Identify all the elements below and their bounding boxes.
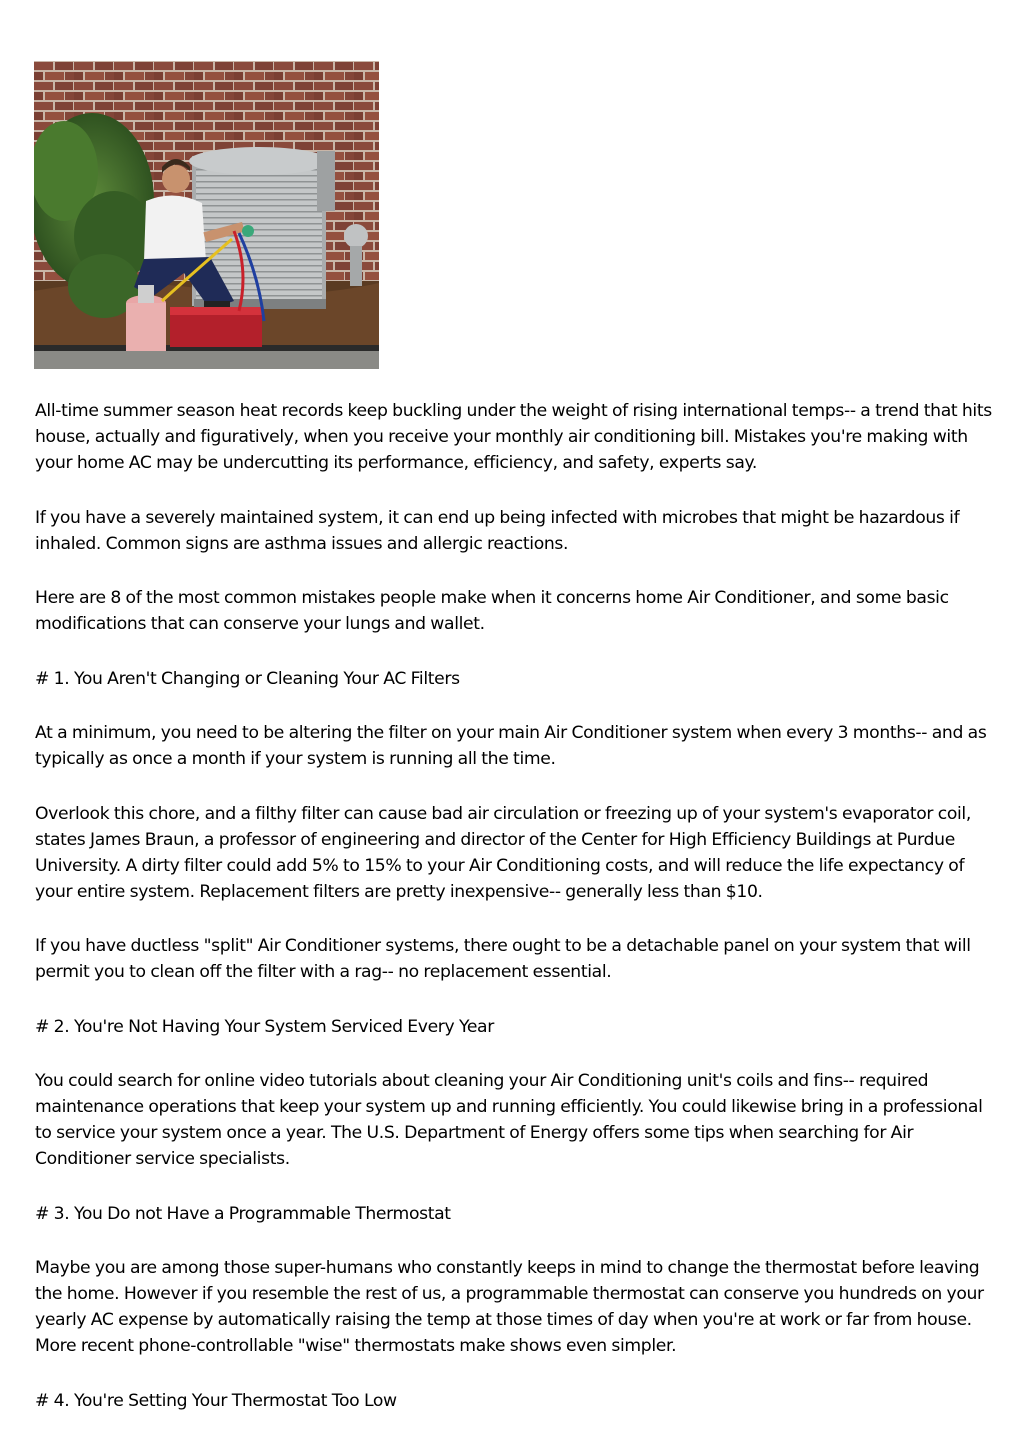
filter-paragraph-1: At a minimum, you need to be altering the filter on your main Air Conditioner system when every 3 months-- and as typically as once a month if your system is running all the time. (35, 723, 987, 769)
article-body (35, 398, 995, 1442)
service-paragraph: You could search for online video tutorials about cleaning your Air Conditioning unit's coils and fins-- required maintenance operations that keep your system up and running efficiently. You could likewise bring in a professional to service your system once a year. The U.S. Department of Energy offers some tips when searching for Air Conditioner service specialists. (35, 1071, 983, 1169)
thermostat-paragraph: Maybe you are among those super-humans who constantly keeps in mind to change the thermostat before leaving the home. However if you resemble the rest of us, a programmable thermostat can conserve you hundreds on your yearly AC expense by automatically raising the temp at those times of day when you're at work or far from house. More recent phone-controllable "wise" thermostats make shows even simpler. (35, 1258, 984, 1356)
section-heading-1: # 1. You Aren't Changing or Cleaning Your AC Filters (35, 668, 460, 689)
health-paragraph: If you have a severely maintained system, it can end up being infected with microbes that might be hazardous if inhaled. Common signs are asthma issues and allergic reactions. (35, 507, 960, 554)
section-heading-4: # 4. You're Setting Your Thermostat Too Low (35, 1390, 397, 1411)
section-heading-3: # 3. You Do not Have a Programmable Thermostat (35, 1203, 451, 1224)
intro-paragraph: All-time summer season heat records keep buckling under the weight of rising international temps-- a trend that hits house, actually and figuratively, when you receive your monthly air conditioning bill. Mistakes you're making with your home AC may be undercutting its performance, efficiency, and safety, experts say. (35, 401, 992, 473)
ac-technician-photo (34, 61, 379, 369)
section-heading-2: # 2. You're Not Having Your System Serviced Every Year (35, 1016, 494, 1037)
filter-paragraph-3: If you have ductless "split" Air Conditioner systems, there ought to be a detachable panel on your system that will permit you to clean off the filter with a rag-- no replacement essential. (35, 936, 971, 982)
overview-paragraph: Here are 8 of the most common mistakes people make when it concerns home Air Conditioner, and some basic modifications that can conserve your lungs and wallet. (35, 588, 949, 634)
filter-paragraph-2: Overlook this chore, and a filthy filter can cause bad air circulation or freezing up of your system's evaporator coil, states James Braun, a professor of engineering and director of the Center for High Efficiency Buildings at Purdue University. A dirty filter could add 5% to 15% to your Air Conditioning costs, and will reduce the life expectancy of your entire system. Replacement filters are pretty inexpensive-- generally less than $10. (35, 803, 971, 902)
